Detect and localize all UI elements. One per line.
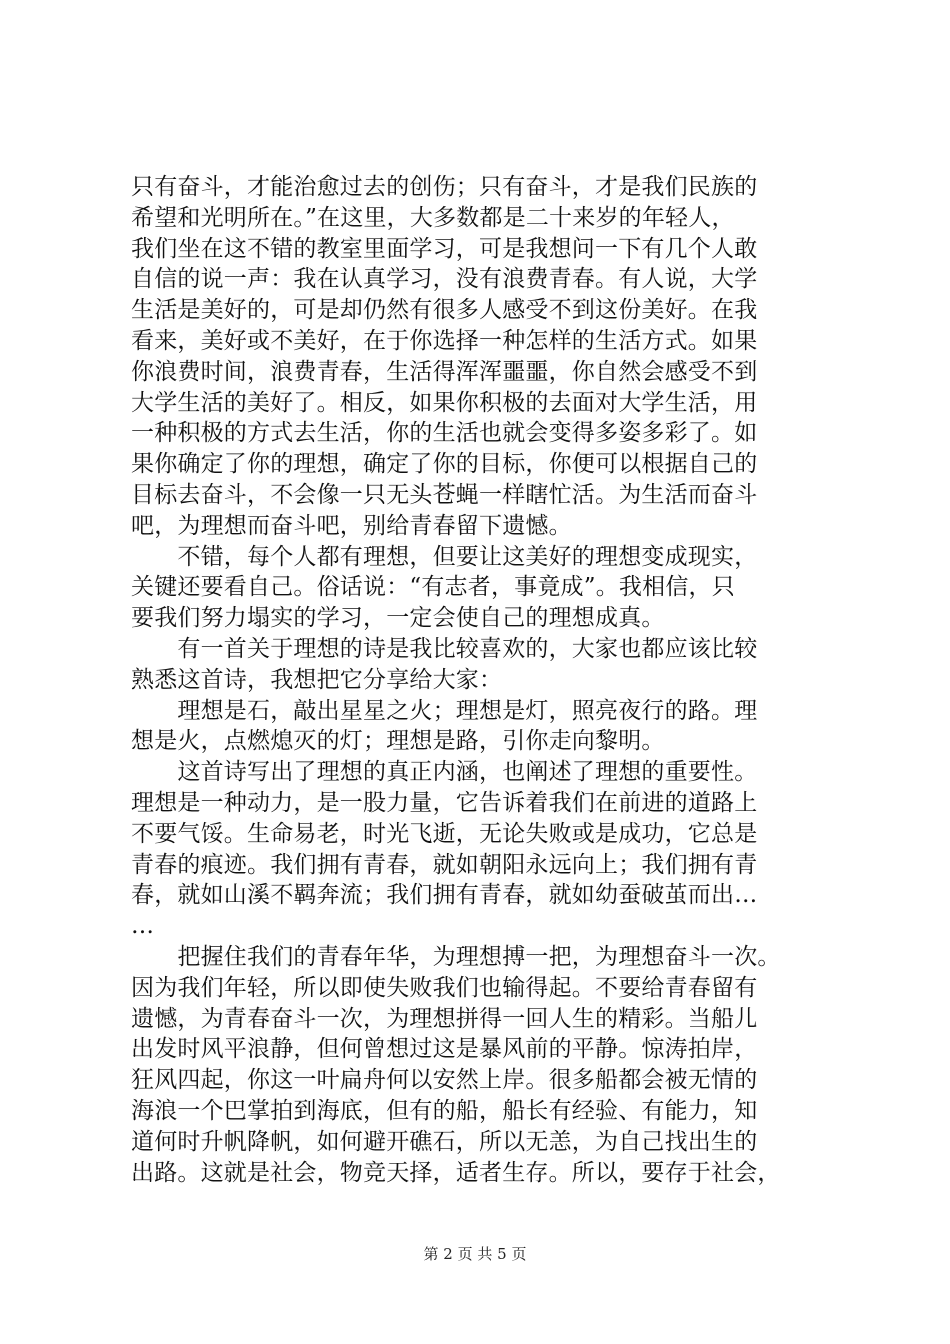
text-line: 想是火，点燃熄灭的灯；理想是路，引你走向黎明。 (131, 728, 665, 755)
text-line: 吧，为理想而奋斗吧，别给青春留下遗憾。 (131, 512, 572, 539)
text-line: … (131, 913, 155, 940)
text-line: 把握住我们的青春年华，为理想搏一把，为理想奋斗一次。 (131, 943, 781, 970)
text-line: 遗憾，为青春奋斗一次，为理想拼得一回人生的精彩。当船儿 (131, 1005, 758, 1032)
text-line: 这首诗写出了理想的真正内涵，也阐述了理想的重要性。 (131, 759, 758, 786)
text-line: 狂风四起，你这一叶扁舟何以安然上岸。很多船都会被无情的 (131, 1067, 758, 1094)
text-line: 因为我们年轻，所以即使失败我们也输得起。不要给青春留有 (131, 974, 758, 1001)
text-line: 关键还要看自己。俗话说：“有志者，事竟成”。我相信，只 (131, 574, 735, 601)
text-line: 理想是一种动力，是一股力量，它告诉着我们在前进的道路上 (131, 789, 758, 816)
text-line: 海浪一个巴掌拍到海底，但有的船，船长有经验、有能力，知 (131, 1097, 758, 1124)
text-line: 只有奋斗，才能治愈过去的创伤；只有奋斗，才是我们民族的 (131, 174, 758, 200)
text-line: 大学生活的美好了。相反，如果你积极的去面对大学生活，用 (131, 389, 758, 416)
text-line: 你浪费时间，浪费青春，生活得浑浑噩噩，你自然会感受不到 (131, 358, 758, 385)
text-line: 道何时升帆降帆，如何避开礁石，所以无恙，为自己找出生的 (131, 1128, 758, 1155)
text-line: 青春的痕迹。我们拥有青春，就如朝阳永远向上；我们拥有青 (131, 851, 758, 878)
text-line: 春，就如山溪不羁奔流；我们拥有青春，就如幼蚕破茧而出… (131, 882, 758, 909)
text-line: 自信的说一声：我在认真学习，没有浪费青春。有人说，大学 (131, 266, 758, 293)
text-line: 熟悉这首诗，我想把它分享给大家： (131, 666, 503, 693)
text-line: 我们坐在这不错的教室里面学习，可是我想问一下有几个人敢 (131, 235, 758, 262)
text-line: 理想是石，敲出星星之火；理想是灯，照亮夜行的路。理 (131, 697, 758, 724)
document-body (131, 172, 831, 1188)
text-line: 要我们努力塌实的学习，一定会使自己的理想成真。 (131, 605, 665, 632)
text-line: 出发时风平浪静，但何曾想过这是暴风前的平静。惊涛拍岸， (131, 1036, 758, 1063)
text-line: 果你确定了你的理想，确定了你的目标，你便可以根据自己的 (131, 451, 758, 478)
text-line: 一种积极的方式去生活，你的生活也就会变得多姿多彩了。如 (131, 420, 758, 447)
text-line: 目标去奋斗，不会像一只无头苍蝇一样瞎忙活。为生活而奋斗 (131, 481, 758, 508)
text-line: 看来，美好或不美好，在于你选择一种怎样的生活方式。如果 (131, 327, 758, 354)
text-line: 有一首关于理想的诗是我比较喜欢的，大家也都应该比较 (131, 635, 758, 662)
text-line: 希望和光明所在。”在这里，大多数都是二十来岁的年轻人， (131, 204, 735, 231)
text-line: 不要气馁。生命易老，时光飞逝，无论失败或是成功，它总是 (131, 820, 758, 847)
text-line: 出路。这就是社会，物竞天择，适者生存。所以，要存于社会， (131, 1159, 781, 1186)
text-line: 生活是美好的，可是却仍然有很多人感受不到这份美好。在我 (131, 297, 758, 324)
page-footer: 第 2 页 共 5 页 (423, 1245, 527, 1263)
text-line: 不错，每个人都有理想，但要让这美好的理想变成现实， (131, 543, 758, 570)
